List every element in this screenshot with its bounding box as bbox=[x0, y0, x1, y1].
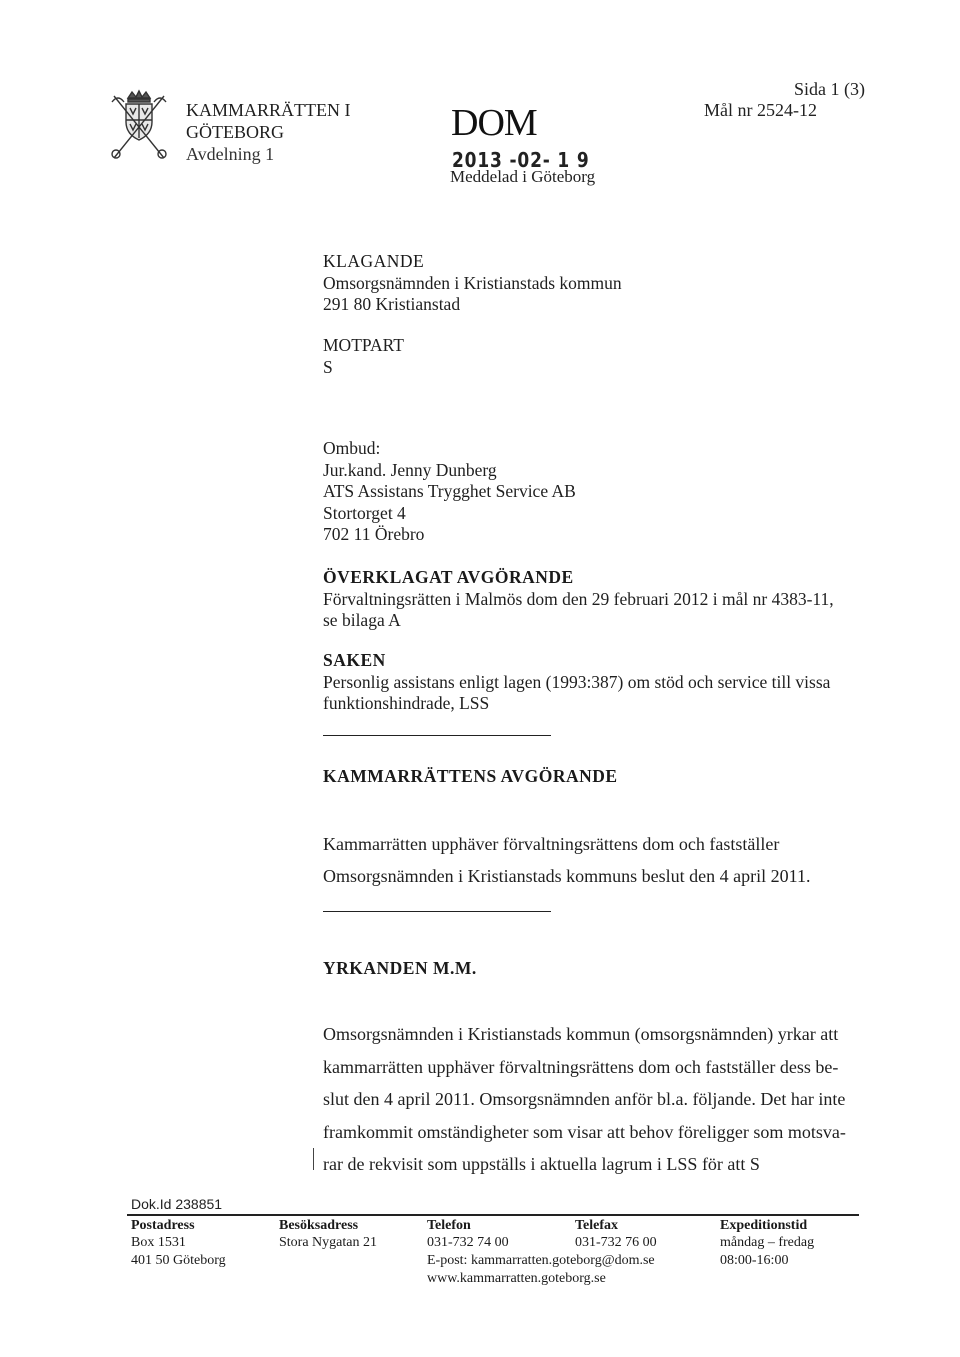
website-link[interactable]: www.kammarratten.goteborg.se bbox=[427, 1271, 606, 1286]
telefon-label: Telefon bbox=[427, 1218, 471, 1233]
footer-besoksadress bbox=[279, 1218, 377, 1252]
ombud-street: Stortorget 4 bbox=[323, 502, 406, 523]
klagande-address: 291 80 Kristianstad bbox=[323, 294, 461, 315]
court-division: Avdelning 1 bbox=[186, 144, 275, 164]
coat-of-arms-icon bbox=[108, 88, 170, 164]
divider bbox=[323, 735, 551, 736]
postadress-label: Postadress bbox=[131, 1218, 195, 1233]
court-name-line2: GÖTEBORG bbox=[186, 122, 284, 142]
ombud-label: Ombud: bbox=[323, 438, 381, 458]
decision-heading: KAMMARRÄTTENS AVGÖRANDE bbox=[323, 766, 618, 786]
matter-line2: funktionshindrade, LSS bbox=[323, 693, 490, 714]
document-type-title: DOM bbox=[451, 102, 537, 144]
ombud-company: ATS Assistans Trygghet Service AB bbox=[323, 481, 576, 502]
margin-mark bbox=[313, 1148, 314, 1170]
expeditionstid-label: Expeditionstid bbox=[720, 1218, 808, 1233]
appealed-line2: se bilaga A bbox=[323, 610, 401, 631]
decision-line2: Omsorgsnämnden i Kristianstads kommuns beslut den 4 april 2011. bbox=[323, 866, 811, 886]
case-number: Mål nr 2524-12 bbox=[704, 100, 817, 120]
motpart-heading: MOTPART bbox=[323, 335, 404, 355]
telefax-label: Telefax bbox=[575, 1218, 619, 1233]
klagande-section bbox=[323, 251, 622, 316]
ombud-city: 702 11 Örebro bbox=[323, 524, 425, 545]
besoksadress-label: Besöksadress bbox=[279, 1218, 359, 1233]
decision-line1: Kammarrätten upphäver förvaltningsrättens dom och fastställer bbox=[323, 834, 780, 854]
footer-expeditionstid bbox=[720, 1218, 814, 1270]
claims-line4: framkommit omständigheter som visar att behov föreligger som motsva- bbox=[323, 1121, 846, 1142]
court-name bbox=[186, 99, 351, 165]
stamp-date: 2013 -02- 1 9 bbox=[452, 148, 590, 172]
appealed-section bbox=[323, 567, 834, 632]
court-name-line1: KAMMARRÄTTEN I bbox=[186, 100, 351, 120]
telefax-number: 031-732 76 00 bbox=[575, 1235, 657, 1250]
decision-text bbox=[323, 828, 810, 892]
email-link[interactable]: E-post: kammarratten.goteborg@dom.se bbox=[427, 1253, 655, 1268]
klagande-name: Omsorgsnämnden i Kristianstads kommun bbox=[323, 272, 622, 293]
besoksadress-street: Stora Nygatan 21 bbox=[279, 1235, 377, 1250]
claims-text bbox=[323, 1018, 846, 1181]
ombud-name: Jur.kand. Jenny Dunberg bbox=[323, 459, 497, 480]
claims-heading: YRKANDEN M.M. bbox=[323, 958, 477, 978]
claims-line5: rar de rekvisit som uppställs i aktuella lagrum i LSS för att S bbox=[323, 1154, 760, 1174]
matter-heading: SAKEN bbox=[323, 650, 386, 670]
expeditionstid-days: måndag – fredag bbox=[720, 1235, 815, 1250]
footer-rule bbox=[127, 1214, 859, 1216]
divider bbox=[323, 911, 551, 912]
appealed-line1: Förvaltningsrätten i Malmös dom den 29 februari 2012 i mål nr 4383-11, bbox=[323, 588, 834, 609]
motpart-section bbox=[323, 335, 404, 378]
stamp-text: Meddelad i Göteborg bbox=[450, 167, 596, 186]
claims-line2: kammarrätten upphäver förvaltningsrättens dom och fastställer dess be- bbox=[323, 1056, 839, 1077]
postadress-city: 401 50 Göteborg bbox=[131, 1253, 226, 1268]
telefon-number: 031-732 74 00 bbox=[427, 1235, 509, 1250]
postadress-box: Box 1531 bbox=[131, 1235, 186, 1250]
expeditionstid-hours: 08:00-16:00 bbox=[720, 1253, 789, 1268]
footer-postadress bbox=[131, 1218, 226, 1270]
page-number: Sida 1 (3) bbox=[794, 79, 865, 99]
appealed-heading: ÖVERKLAGAT AVGÖRANDE bbox=[323, 567, 574, 587]
motpart-name: S bbox=[323, 356, 333, 377]
document-id: Dok.Id 238851 bbox=[131, 1196, 223, 1212]
klagande-heading: KLAGANDE bbox=[323, 251, 425, 271]
footer-telefax bbox=[575, 1218, 657, 1252]
claims-line3: slut den 4 april 2011. Omsorgsnämnden anför bl.a. följande. Det har inte bbox=[323, 1089, 846, 1109]
claims-line1: Omsorgsnämnden i Kristianstads kommun (omsorgsnämnden) yrkar att bbox=[323, 1024, 839, 1044]
matter-line1: Personlig assistans enligt lagen (1993:387) om stöd och service till vissa bbox=[323, 671, 831, 692]
ombud-section bbox=[323, 438, 576, 546]
matter-section bbox=[323, 650, 830, 715]
